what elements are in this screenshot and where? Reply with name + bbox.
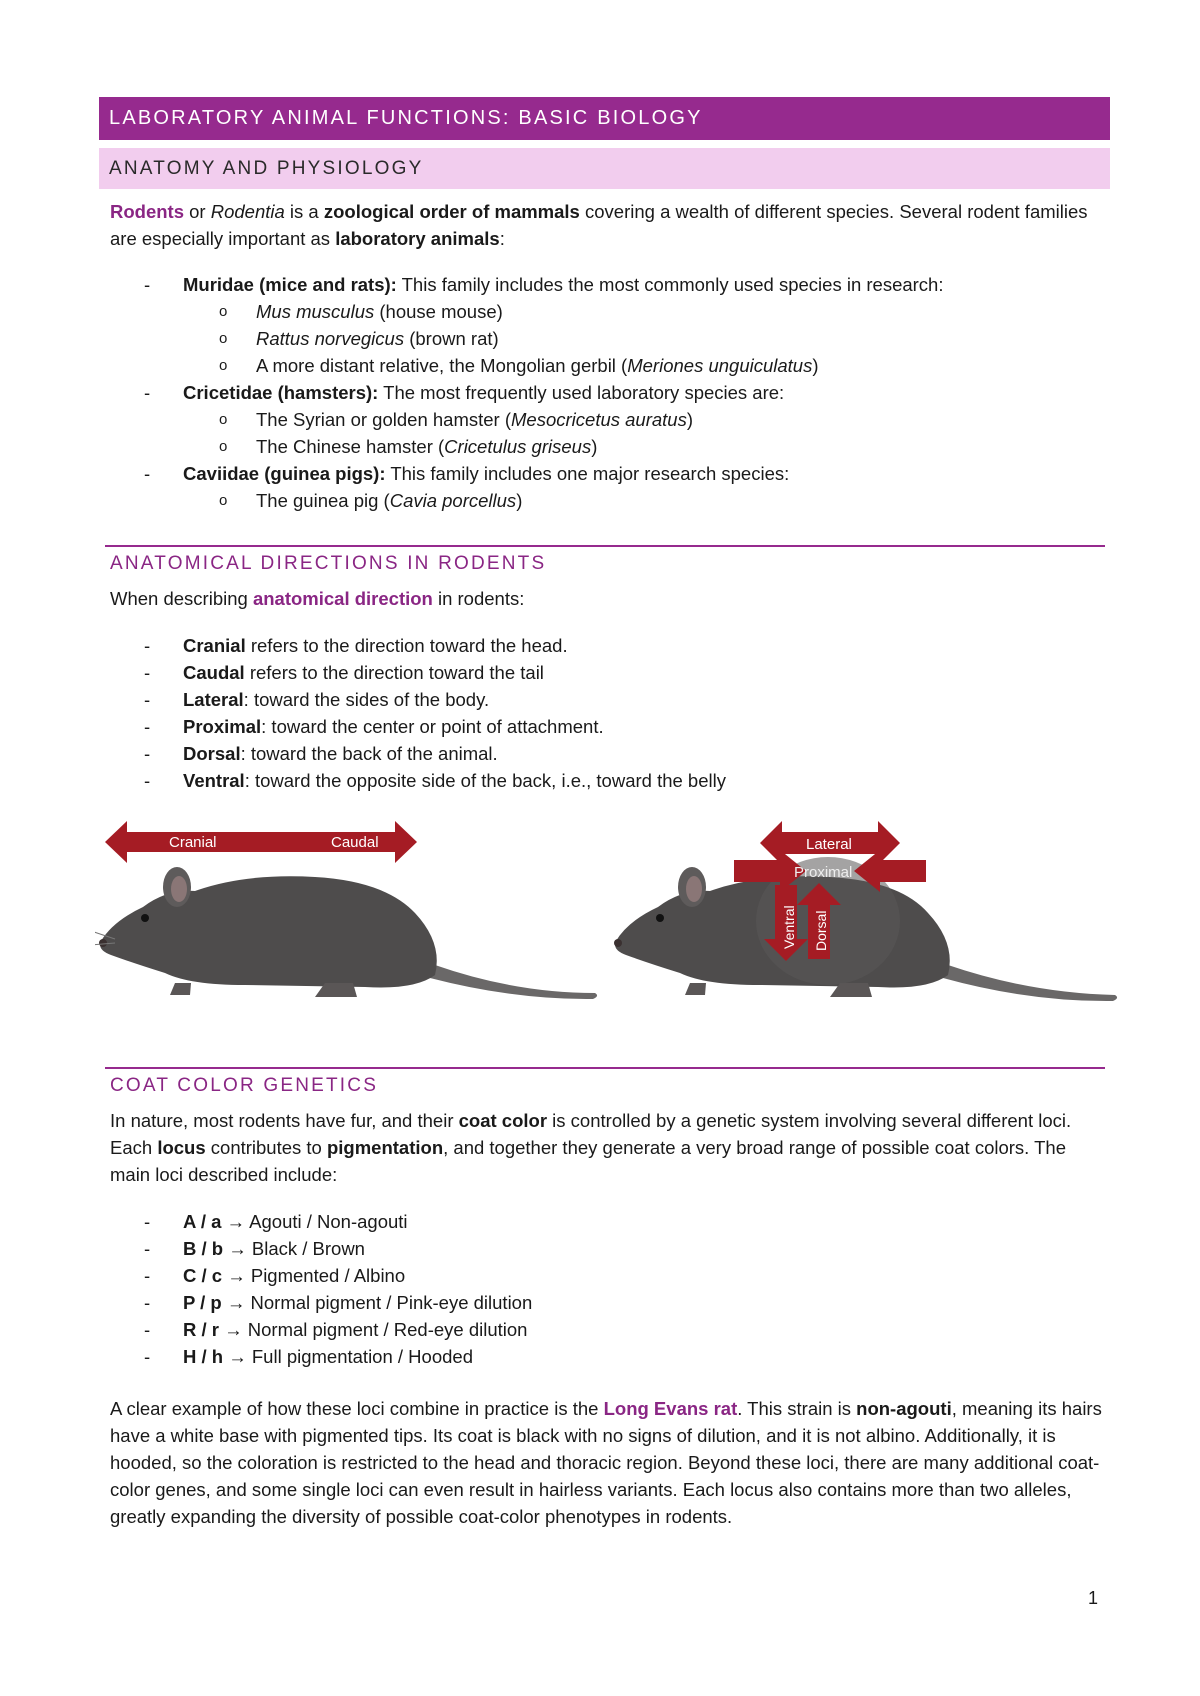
intro-text: is a (284, 201, 324, 222)
species-text: ) (812, 355, 819, 376)
direction-term: Proximal (183, 716, 262, 737)
label-cranial: Cranial (169, 834, 217, 851)
locus-alleles: B / b (183, 1238, 224, 1259)
family-description: The most frequently used laboratory species are: (378, 382, 785, 403)
section-divider (105, 545, 1105, 547)
locus-alleles: R / r (183, 1319, 219, 1340)
direction-term: Ventral (183, 770, 245, 791)
directions-list (0, 632, 1200, 794)
term-pigmentation: pigmentation (326, 1137, 444, 1158)
direction-term: Lateral (183, 689, 244, 710)
term-laboratory-animals: laboratory animals (335, 228, 500, 249)
term-rodents: Rodents (110, 201, 184, 222)
section-title-directions: ANATOMICAL DIRECTIONS IN RODENTS (110, 553, 547, 574)
list-item: - Caviidae (guinea pigs): This family includes one major research species: (144, 463, 790, 484)
list-item: o Mus musculus (house mouse) (219, 301, 503, 322)
locus-alleles: A / a (183, 1211, 222, 1232)
list-item: - B / b → Black / Brown (144, 1238, 365, 1259)
direction-term: Dorsal (183, 743, 241, 764)
locus-description: → Black / Brown (223, 1238, 365, 1259)
intro-text: in rodents: (432, 588, 525, 609)
list-item: - R / r → Normal pigment / Red-eye dilution (144, 1319, 528, 1340)
term-zoological-order: zoological order of mammals (323, 201, 580, 222)
direction-description: : toward the opposite side of the back, i.e., toward the belly (244, 770, 726, 791)
section-divider (105, 1067, 1105, 1069)
list-item: - Dorsal: toward the back of the animal. (144, 743, 498, 764)
species-name: Cricetulus griseus (444, 436, 592, 457)
term-anatomical-direction: anatomical direction (252, 588, 433, 609)
intro-text: When describing (110, 588, 253, 609)
body-text: In nature, most rodents have fur, and their (110, 1110, 459, 1131)
coat-intro-paragraph (110, 1107, 1110, 1188)
body-text: . This strain is (737, 1398, 857, 1419)
rat-figure-cranial-caudal (95, 815, 605, 1015)
label-dorsal: Dorsal (813, 910, 829, 951)
body-text: , and together they generate a very broad range of possible coat colors. The main loci described include: (110, 1137, 1067, 1185)
long-evans-paragraph (110, 1395, 1110, 1530)
list-item: - H / h → Full pigmentation / Hooded (144, 1346, 473, 1367)
direction-term: Cranial (183, 635, 246, 656)
label-ventral: Ventral (781, 905, 797, 949)
direction-description: : toward the sides of the body. (243, 689, 490, 710)
list-item: - Proximal: toward the center or point of attachment. (144, 716, 604, 737)
locus-description: → Agouti / Non-agouti (221, 1211, 408, 1232)
intro-text: : (499, 228, 505, 249)
cranial-caudal-arrow (105, 821, 417, 863)
family-name: Cricetidae (hamsters): (183, 382, 379, 403)
term-coat-color: coat color (458, 1110, 548, 1131)
list-item: - Cranial refers to the direction toward the head. (144, 635, 568, 656)
body-text: , meaning its hairs have a white base with pigmented tips. Its coat is black with no signs of dilution, and it is not albino. Additionally, it is hooded, so the coloration is restricted to the head and thoracic region. Beyond these loci, there are many additional coat-color genes, and some single loci can even result in hairless variants. Each locus also contains more than two alleles, greatly expanding the diversity of possible coat-color phenotypes in rodents. (110, 1398, 1102, 1527)
document-title-banner (99, 97, 1110, 140)
species-name: Mesocricetus auratus (511, 409, 687, 430)
species-text: A more distant relative, the Mongolian gerbil ( (256, 355, 628, 376)
list-item: o The guinea pig (Cavia porcellus) (219, 490, 523, 511)
locus-description: → Normal pigment / Pink-eye dilution (221, 1292, 533, 1313)
body-text: A clear example of how these loci combine in practice is the (110, 1398, 604, 1419)
list-item: - Lateral: toward the sides of the body. (144, 689, 490, 710)
species-text: The Chinese hamster ( (256, 436, 445, 457)
label-caudal: Caudal (331, 834, 379, 851)
coat-loci-list (0, 1208, 1200, 1370)
page-number: 1 (1088, 1588, 1099, 1608)
locus-description: → Pigmented / Albino (222, 1265, 406, 1286)
section-heading: ANATOMY AND PHYSIOLOGY (109, 158, 424, 179)
locus-description: → Full pigmentation / Hooded (223, 1346, 473, 1367)
label-proximal: Proximal (794, 864, 853, 881)
intro-text: covering a wealth of different species. Several rodent families are especially important as (110, 201, 1088, 249)
locus-alleles: P / p (183, 1292, 222, 1313)
label-lateral: Lateral (806, 836, 852, 853)
term-rodentia: Rodentia (210, 201, 285, 222)
section-title-coat-color: COAT COLOR GENETICS (110, 1075, 379, 1096)
species-text: ) (516, 490, 523, 511)
list-item: - Ventral: toward the opposite side of the back, i.e., toward the belly (144, 770, 726, 791)
list-item: - Caudal refers to the direction toward the tail (144, 662, 544, 683)
species-name: Mus musculus (256, 301, 375, 322)
species-text: ) (591, 436, 598, 457)
family-description: This family includes one major research species: (385, 463, 790, 484)
direction-description: refers to the direction toward the head. (245, 635, 568, 656)
family-name: Caviidae (guinea pigs): (183, 463, 386, 484)
term-locus: locus (157, 1137, 206, 1158)
list-item: o The Chinese hamster (Cricetulus griseus) (219, 436, 598, 457)
rat-silhouette (95, 867, 597, 999)
species-common-name: (house mouse) (374, 301, 503, 322)
direction-description: : toward the center or point of attachment. (261, 716, 604, 737)
species-name: Rattus norvegicus (256, 328, 405, 349)
locus-alleles: H / h (183, 1346, 224, 1367)
species-common-name: (brown rat) (404, 328, 499, 349)
list-item: o Rattus norvegicus (brown rat) (219, 328, 499, 349)
directions-intro (110, 585, 1110, 612)
species-name: Meriones unguiculatus (627, 355, 813, 376)
locus-alleles: C / c (183, 1265, 223, 1286)
family-name: Muridae (mice and rats): (183, 274, 397, 295)
section-heading-banner (99, 148, 1110, 189)
term-non-agouti: non-agouti (856, 1398, 952, 1419)
list-item: - Muridae (mice and rats): This family includes the most commonly used species in research: (144, 274, 944, 295)
list-item: o A more distant relative, the Mongolian gerbil (Meriones unguiculatus) (219, 355, 819, 376)
rat-figure-lateral-proximal (610, 815, 1130, 1015)
document-title: LABORATORY ANIMAL FUNCTIONS: BASIC BIOLOGY (109, 107, 703, 129)
intro-text: or (184, 201, 211, 222)
species-text: The Syrian or golden hamster ( (256, 409, 512, 430)
body-text: is controlled by a genetic system involving several different loci. Each (110, 1110, 1072, 1158)
list-item: o The Syrian or golden hamster (Mesocricetus auratus) (219, 409, 694, 430)
direction-description: refers to the direction toward the tail (244, 662, 544, 683)
direction-description: : toward the back of the animal. (240, 743, 498, 764)
species-text: The guinea pig ( (256, 490, 390, 511)
list-item: - Cricetidae (hamsters): The most frequently used laboratory species are: (144, 382, 785, 403)
list-item: - A / a → Agouti / Non-agouti (144, 1211, 408, 1232)
list-item: - C / c → Pigmented / Albino (144, 1265, 406, 1286)
term-long-evans-rat: Long Evans rat (603, 1398, 738, 1419)
locus-description: → Normal pigment / Red-eye dilution (218, 1319, 528, 1340)
intro-paragraph (110, 198, 1110, 252)
list-item: - P / p → Normal pigment / Pink-eye dilution (144, 1292, 533, 1313)
species-name: Cavia porcellus (389, 490, 517, 511)
direction-term: Caudal (183, 662, 245, 683)
family-description: This family includes the most commonly used species in research: (396, 274, 944, 295)
body-text: contributes to (205, 1137, 327, 1158)
species-text: ) (686, 409, 694, 430)
rodent-families-list (0, 271, 1200, 514)
